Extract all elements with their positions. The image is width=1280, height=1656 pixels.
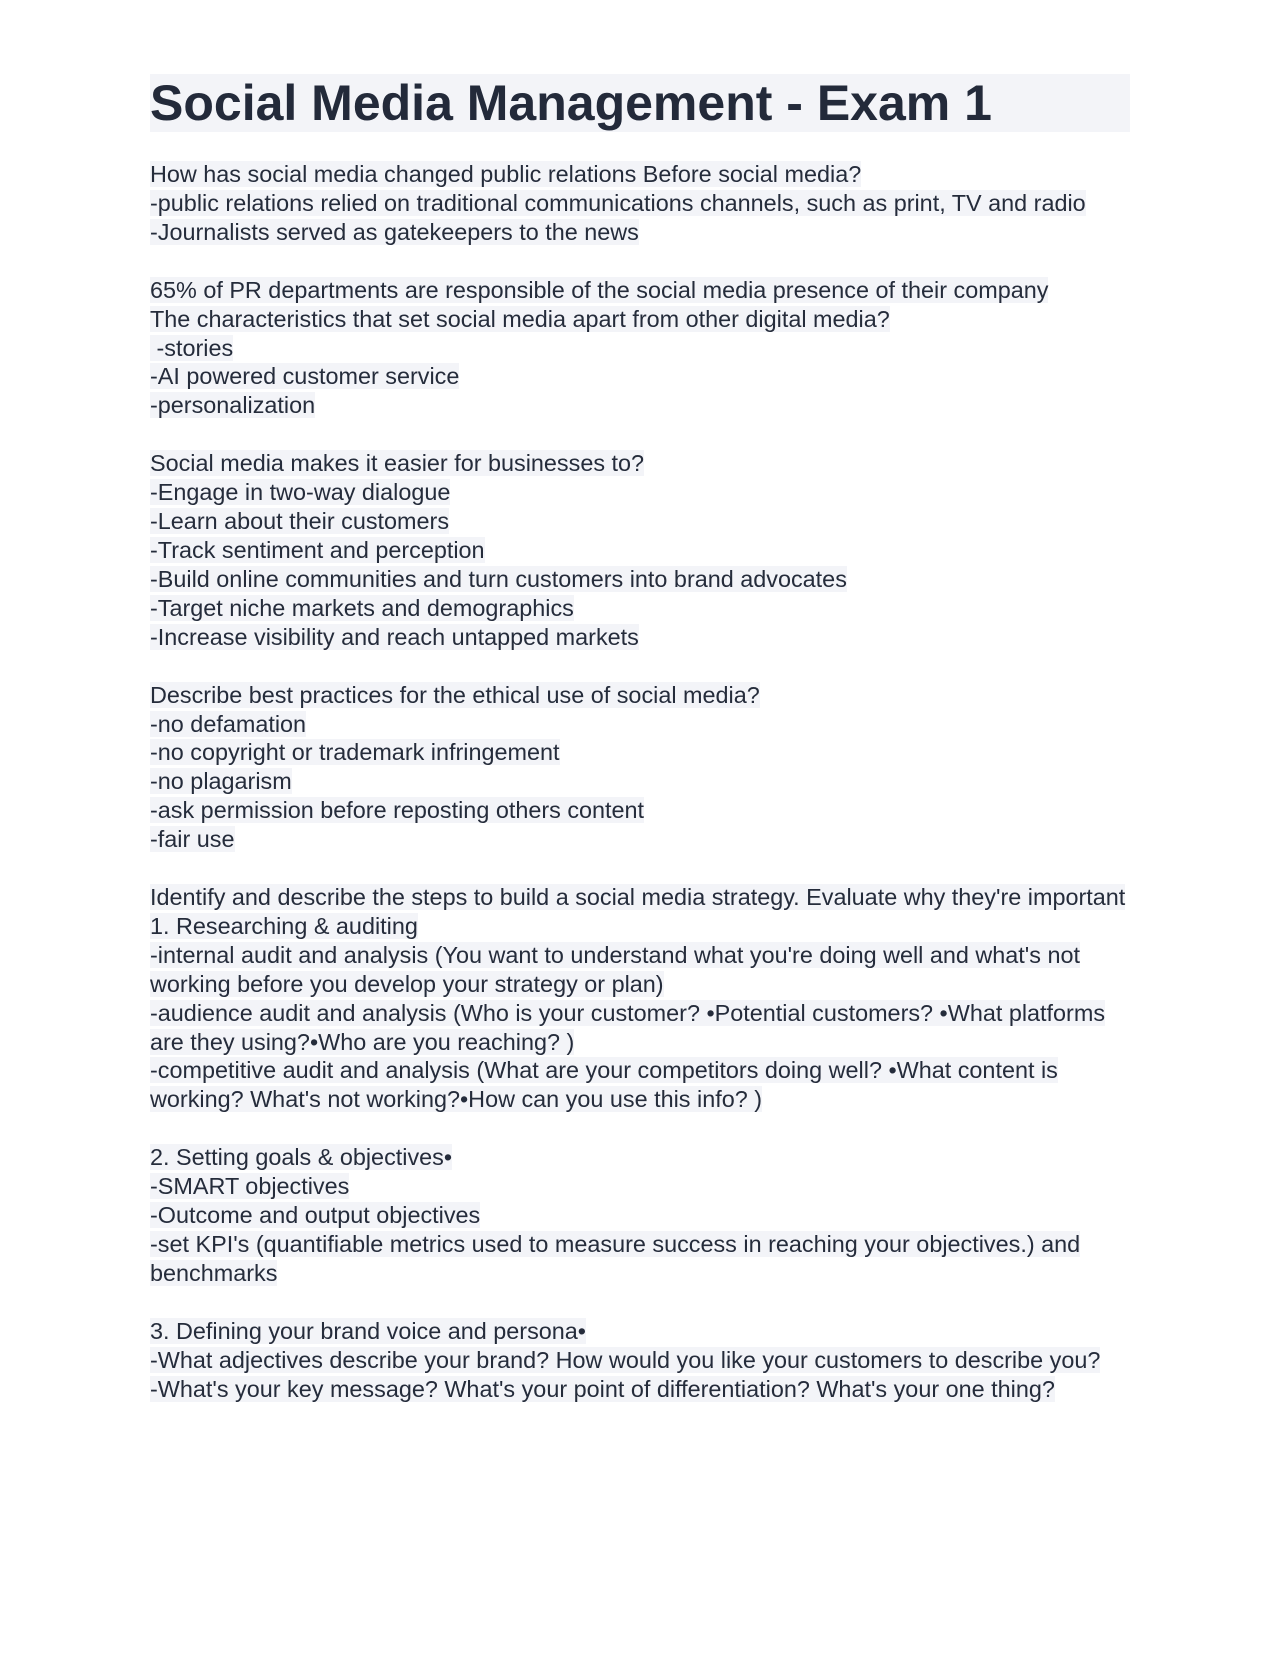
text-line: -Target niche markets and demographics — [150, 594, 574, 621]
text-line: 65% of PR departments are responsible of the social media presence of their company — [150, 276, 1049, 303]
text-line: -Track sentiment and perception — [150, 536, 485, 563]
document-page — [150, 74, 1130, 1433]
text-line: -AI powered customer service — [150, 363, 460, 390]
text-line: -internal audit and analysis (You want to understand what you're doing well and what's not working before you develop your strategy or plan) — [150, 941, 1080, 997]
question-block — [150, 160, 1130, 247]
text-line: -Engage in two-way dialogue — [150, 479, 451, 506]
text-line: -Outcome and output objectives — [150, 1202, 481, 1229]
text-line: -SMART objectives — [150, 1173, 350, 1200]
text-line: -Learn about their customers — [150, 508, 450, 535]
question-block — [150, 883, 1130, 1114]
text-line: -public relations relied on traditional communications channels, such as print, TV and radio — [150, 189, 1086, 216]
text-line: -What adjectives describe your brand? How would you like your customers to describe you? — [150, 1346, 1101, 1373]
text-line: Describe best practices for the ethical use of social media? — [150, 681, 760, 708]
text-line: -no copyright or trademark infringement — [150, 739, 560, 766]
question-block — [150, 449, 1130, 651]
text-line: -Journalists served as gatekeepers to the news — [150, 218, 639, 245]
text-line: Social media makes it easier for businesses to? — [150, 450, 645, 477]
text-line: 1. Researching & auditing — [150, 912, 418, 939]
page-title: Social Media Management - Exam 1 — [150, 74, 1130, 132]
text-line: -competitive audit and analysis (What are your competitors doing well? •What content is working? What's not working?•How can you use this info? ) — [150, 1057, 1058, 1113]
text-line: Identify and describe the steps to build a social media strategy. Evaluate why they're important — [150, 884, 1126, 911]
text-line: How has social media changed public relations Before social media? — [150, 161, 862, 187]
text-line: -no defamation — [150, 710, 307, 737]
text-line: 3. Defining your brand voice and persona• — [150, 1317, 586, 1344]
text-line: -personalization — [150, 392, 316, 419]
text-line: -Increase visibility and reach untapped markets — [150, 623, 639, 650]
question-block — [150, 1317, 1130, 1404]
text-line: -Build online communities and turn customers into brand advocates — [150, 565, 847, 592]
text-line: 2. Setting goals & objectives• — [150, 1144, 453, 1171]
question-block — [150, 1143, 1130, 1288]
text-line: -fair use — [150, 826, 235, 853]
text-line: -audience audit and analysis (Who is your customer? •Potential customers? •What platforms are they using?•Who are you reaching? ) — [150, 999, 1106, 1055]
text-line: The characteristics that set social media apart from other digital media? — [150, 305, 890, 332]
question-block — [150, 276, 1130, 421]
text-line: -ask permission before reposting others content — [150, 797, 645, 824]
text-line: -What's your key message? What's your point of differentiation? What's your one thing? — [150, 1375, 1055, 1402]
question-block — [150, 681, 1130, 854]
text-line: -no plagarism — [150, 768, 292, 795]
text-line: -set KPI's (quantifiable metrics used to measure success in reaching your objectives.) and benchmarks — [150, 1231, 1081, 1286]
text-line: -stories — [150, 334, 234, 361]
